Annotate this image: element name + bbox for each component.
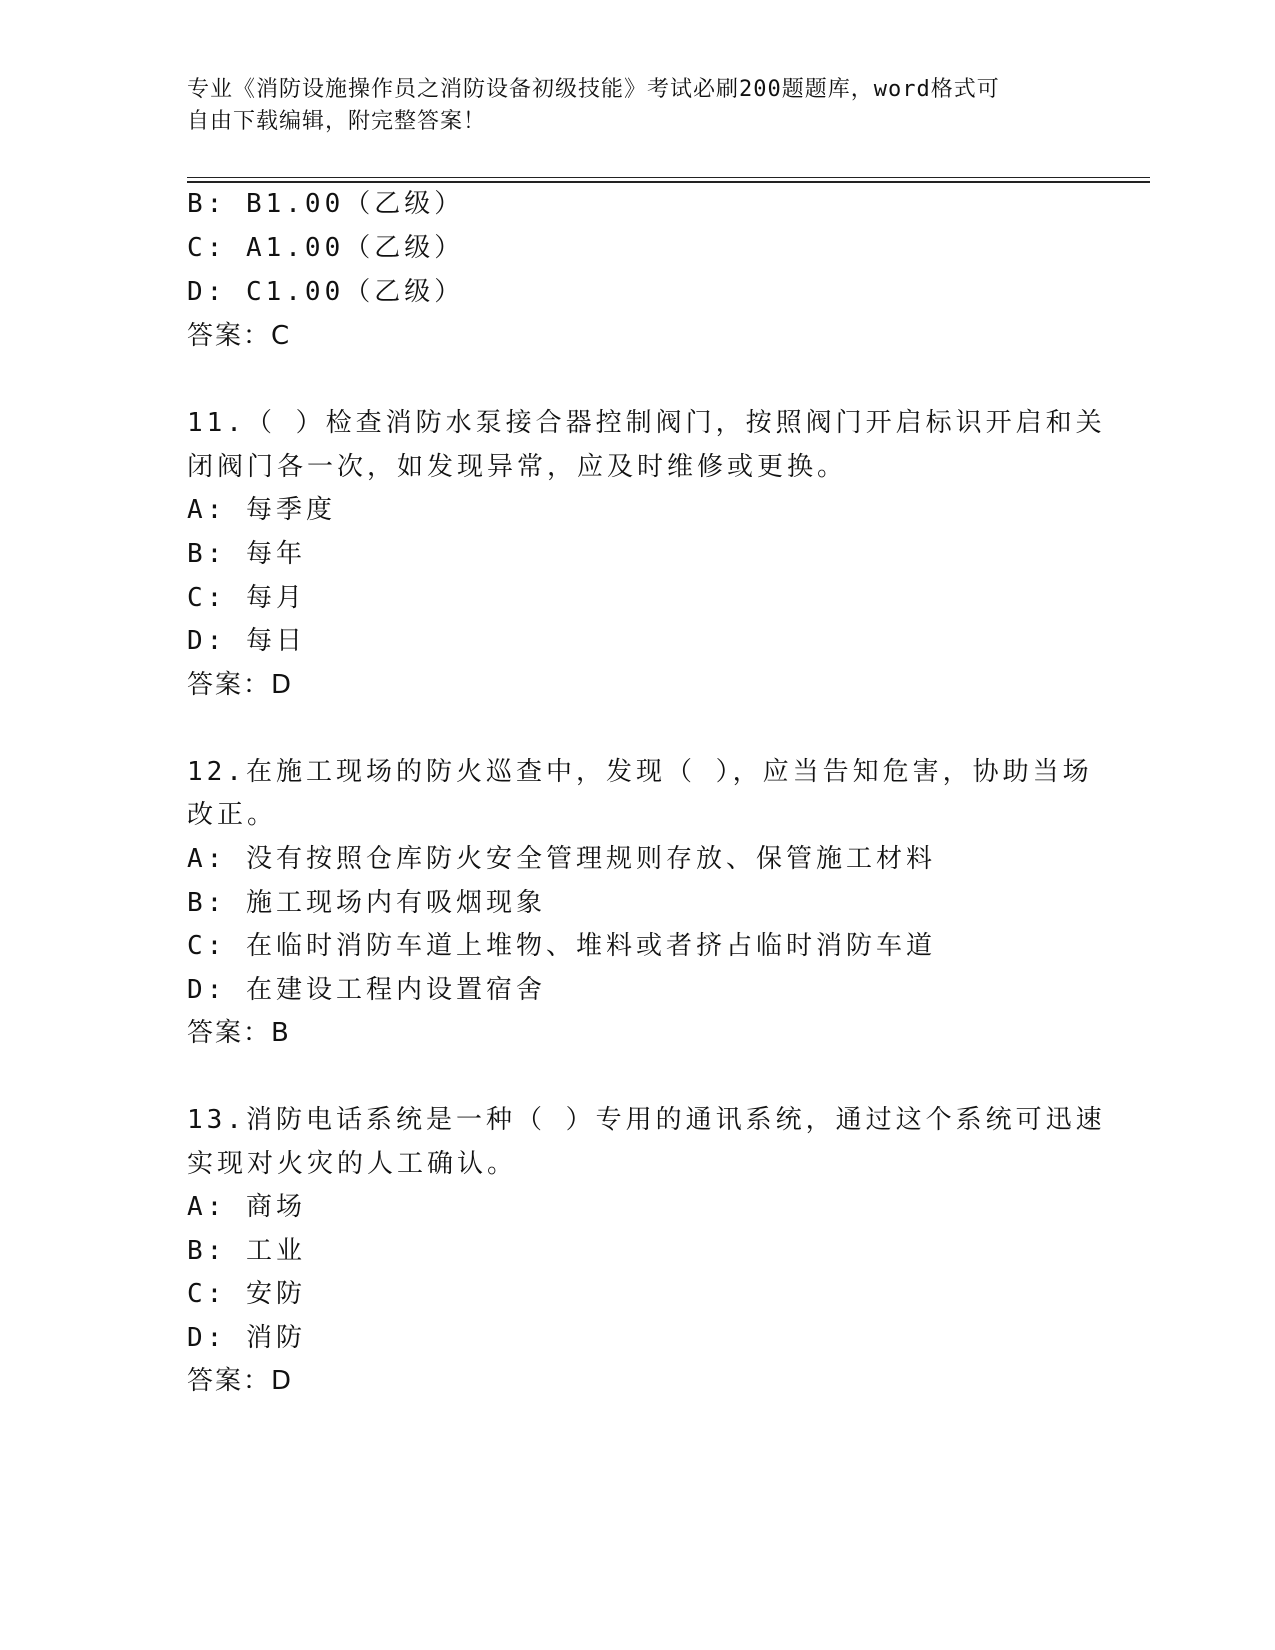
q12-option-a: A: 没有按照仓库防火安全管理规则存放、保管施工材料: [187, 844, 936, 874]
q13-stem-line-2: 实现对火灾的人工确认。: [187, 1149, 518, 1179]
prev-option-d: D: C1.00（乙级）: [187, 277, 465, 307]
q12-stem-line-2: 改正。: [187, 800, 278, 830]
q11-option-d: D: 每日: [187, 626, 306, 656]
q12-option-d: D: 在建设工程内设置宿舍: [187, 975, 546, 1005]
q11-stem-line-2: 闭阀门各一次，如发现异常，应及时维修或更换。: [187, 452, 848, 482]
header-divider-top: [187, 177, 1150, 178]
q11-option-b: B: 每年: [187, 539, 306, 569]
prev-option-b: B: B1.00（乙级）: [187, 189, 465, 219]
q12-answer: 答案：B: [187, 1018, 291, 1048]
q11-answer: 答案：D: [187, 670, 294, 700]
q13-stem-line-1: 13.消防电话系统是一种（ ）专用的通讯系统，通过这个系统可迅速: [187, 1105, 1106, 1135]
q12-option-c: C: 在临时消防车道上堆物、堆料或者挤占临时消防车道: [187, 931, 936, 961]
q11-option-c: C: 每月: [187, 583, 306, 613]
q13-answer: 答案：D: [187, 1366, 294, 1396]
prev-option-c: C: A1.00（乙级）: [187, 233, 465, 263]
document-header: [187, 74, 1087, 138]
q13-option-d: D: 消防: [187, 1323, 306, 1353]
q13-option-b: B: 工业: [187, 1236, 306, 1266]
q11-stem-line-1: 11.（ ）检查消防水泵接合器控制阀门，按照阀门开启标识开启和关: [187, 408, 1106, 438]
q12-option-b: B: 施工现场内有吸烟现象: [187, 888, 546, 918]
header-line-1: 专业《消防设施操作员之消防设备初级技能》考试必刷200题题库，word格式可: [187, 77, 1000, 102]
q11-option-a: A: 每季度: [187, 495, 336, 525]
q13-option-a: A: 商场: [187, 1192, 306, 1222]
prev-answer: 答案：C: [187, 321, 292, 351]
q13-option-c: C: 安防: [187, 1279, 306, 1309]
header-divider-bottom: [187, 181, 1150, 183]
header-line-2: 自由下载编辑，附完整答案！: [187, 109, 487, 134]
q12-stem-line-1: 12.在施工现场的防火巡查中，发现（ ），应当告知危害，协助当场: [187, 757, 1093, 787]
